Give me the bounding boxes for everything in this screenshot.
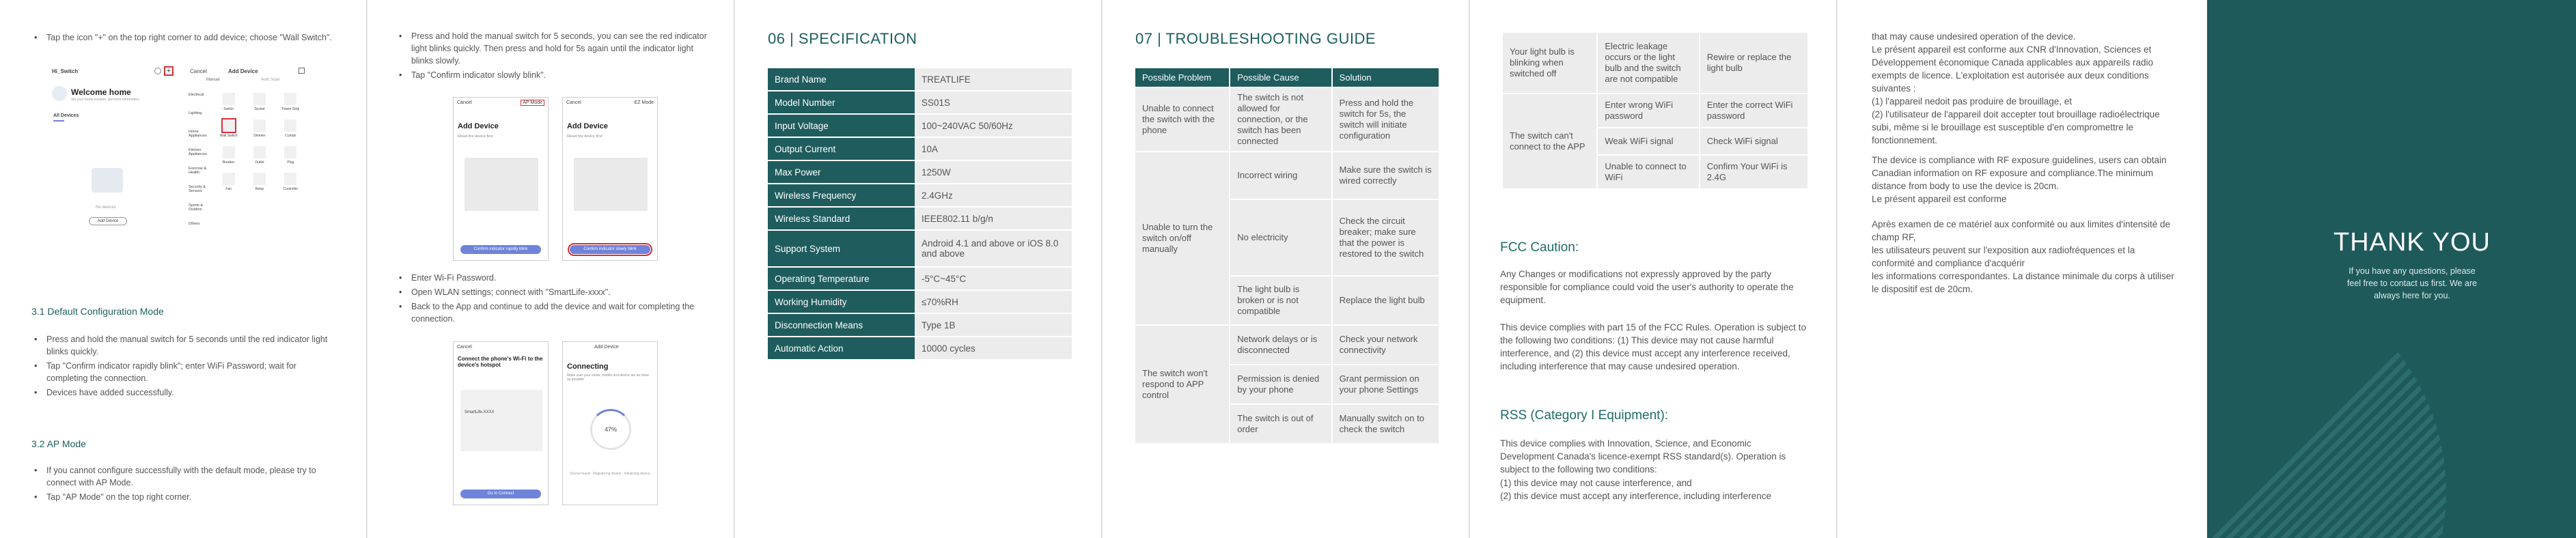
spec-value: Android 4.1 and above or iOS 8.0 and above — [915, 231, 1072, 266]
device-tile-wall-switch[interactable] — [213, 119, 244, 138]
cause-cell: Permission is denied by your phone — [1230, 365, 1331, 404]
spec-row — [768, 314, 1072, 336]
device-name: Curtain — [285, 134, 296, 138]
solution-cell: Press and hold the switch for 5s, the switch will initiate configuration — [1332, 87, 1439, 152]
reset-text: Reset the device first — [458, 134, 493, 139]
device-name: Power Strip — [281, 107, 300, 111]
thank-you-title: THANK YOU — [2333, 228, 2491, 257]
hotspot-title: Connect the phone's Wi-Fi to the device's hotspot — [458, 356, 543, 368]
cause-cell: Incorrect wiring — [1230, 152, 1331, 199]
tab-underline — [53, 120, 64, 122]
bullet-item: • Devices have added successfully. — [31, 386, 332, 399]
app-screenshot-ap-mode — [453, 97, 549, 261]
bullet-list — [396, 272, 710, 327]
app-screenshot-ez-mode — [562, 97, 658, 261]
fcc-paragraph: Any Changes or modifications not expressly approved by the party responsible for compliance could void the user's authority to operate the equipment. — [1500, 269, 1794, 305]
rss-paragraph: This device complies with Innovation, Science, and Economic Development Canada's licence-exempt RSS standard(s). Operation is subject to the following two conditions: — [1500, 438, 1786, 475]
device-tile[interactable] — [244, 146, 275, 165]
device-thumb — [253, 93, 266, 105]
app-screenshot-hotspot — [453, 341, 549, 505]
spec-label: Output Current — [768, 138, 915, 160]
bullet-list — [31, 464, 332, 505]
cancel-link[interactable]: Cancel — [566, 100, 581, 105]
app-screenshot-connecting — [562, 341, 658, 505]
bullet-item: • Tap the icon "+" on the top right corner to add device; choose "Wall Switch". — [31, 31, 332, 44]
rss-heading: RSS (Category I Equipment): — [1500, 408, 1669, 423]
device-illustration — [574, 158, 648, 211]
spec-label: Max Power — [768, 161, 915, 183]
spec-value: 100~240VAC 50/60Hz — [915, 115, 1072, 137]
device-thumb — [284, 173, 296, 185]
solution-cell: Check the circuit breaker; make sure that the power is restored to the switch — [1332, 199, 1439, 276]
spec-value: 10A — [915, 138, 1072, 160]
add-device-title: Add Device — [594, 345, 619, 350]
device-tile[interactable] — [244, 93, 275, 111]
fcc-paragraph: This device complies with part 15 of the FCC Rules. Operation is subject to the following two conditions: (1) This device may not cause harmful interference, and (2) this device must accept any interference received, including interference that may cause undesired operation. — [1500, 322, 1806, 371]
welcome-title: Welcome home — [71, 87, 131, 97]
regulatory-paragraph: les utilisateurs peuvent sur l'exposition aux radiofréquences et la conformité and compliance d'acquérir — [1872, 245, 2135, 268]
cause-cell: The switch is out of order — [1230, 404, 1331, 444]
bullet-item: • Tap "AP Mode" on the top right corner. — [31, 491, 332, 503]
bullet-item: • If you cannot configure successfully with the default mode, please try to connect with AP Mode. — [31, 464, 332, 489]
spec-value: -5°C~45°C — [915, 268, 1072, 289]
table-row — [1502, 94, 1808, 128]
problem-cell: The switch won't respond to APP control — [1135, 325, 1230, 444]
spec-table — [768, 67, 1072, 360]
progress-ring: 47% — [590, 409, 631, 450]
troubleshooting-title: 07 | TROUBLESHOOTING GUIDE — [1135, 30, 1376, 47]
spec-row — [768, 138, 1072, 160]
spec-value: SS01S — [915, 91, 1072, 113]
table-row — [1135, 325, 1439, 365]
spec-value: 1250W — [915, 161, 1072, 183]
connecting-steps: Device found · Registering device · Initializing device — [570, 472, 650, 476]
confirm-slow-blink-button[interactable]: Confirm indicator slowly blink — [570, 245, 650, 254]
connecting-subtitle: Make sure your router, mobile and device are as close as possible — [567, 373, 650, 382]
device-tile[interactable] — [244, 119, 275, 138]
cancel-link[interactable]: Cancel — [190, 68, 207, 74]
cancel-link[interactable]: Cancel — [457, 100, 472, 105]
regulatory-paragraph: Le présent appareil est conforme aux CNR d'Innovation, Sciences et Développement économique Canada applicables aux appareils radio exempts de licence. L'exploitation est autorisée aux deux conditions suivantes : — [1872, 44, 2154, 94]
spec-row — [768, 337, 1072, 359]
ez-mode-link[interactable]: EZ Mode — [634, 100, 654, 105]
page-panel-6 — [1838, 0, 2206, 538]
reset-text: Reset the device first — [567, 134, 603, 139]
device-name: Switch — [223, 107, 234, 111]
device-name: Plug — [287, 160, 294, 165]
column-header: Possible Cause — [1230, 68, 1331, 87]
section-heading-3-1: 3.1 Default Configuration Mode — [31, 306, 164, 317]
all-devices-tab[interactable]: All Devices — [53, 113, 79, 118]
spec-row — [768, 208, 1072, 229]
spec-value: ≤70%RH — [915, 291, 1072, 313]
device-thumb — [253, 146, 266, 158]
bullet-list — [396, 30, 710, 83]
spec-row — [768, 161, 1072, 183]
troubleshooting-table — [1134, 67, 1440, 444]
spec-label: Wireless Frequency — [768, 184, 915, 206]
spec-label: Wireless Standard — [768, 208, 915, 229]
cause-cell: Enter wrong WiFi password — [1597, 94, 1699, 128]
regulatory-paragraph: The device is compliance with RF exposure guidelines, users can obtain Canadian information on RF exposure and compliance.The minimum distance from body to use the device is 20cm. — [1872, 155, 2167, 191]
device-tile[interactable] — [213, 146, 244, 165]
section-heading-3-2: 3.2 AP Mode — [31, 438, 86, 449]
add-device-title: Add Device — [228, 68, 258, 74]
spec-row — [768, 115, 1072, 137]
solution-cell: Check your network connectivity — [1332, 325, 1439, 365]
confirm-rapid-blink-button[interactable]: Confirm indicator rapidly blink — [460, 245, 541, 254]
fcc-caution-heading: FCC Caution: — [1500, 240, 1579, 255]
spec-value: 2.4GHz — [915, 184, 1072, 206]
wlan-settings-illustration — [460, 390, 542, 451]
problem-cell: Unable to connect the switch with the phone — [1135, 87, 1230, 152]
bullet-item: • Tap "Confirm indicator slowly blink". — [396, 69, 710, 81]
spec-row — [768, 231, 1072, 266]
bullet-item: • Tap "Confirm indicator rapidly blink"; enter WiFi Password; wait for completing the connection. — [31, 360, 332, 384]
cancel-link[interactable]: Cancel — [457, 345, 472, 350]
device-thumb — [284, 119, 296, 132]
category-item[interactable]: Home Appliances — [189, 130, 207, 138]
solution-cell: Check WiFi signal — [1700, 128, 1808, 155]
problem-cell: The switch can't connect to the APP — [1502, 94, 1597, 189]
device-thumb — [223, 119, 235, 132]
bullet-item: • Back to the App and continue to add the device and wait for completing the connection. — [396, 300, 710, 325]
ssid-label: SmartLife-XXXX — [465, 410, 495, 414]
regulatory-text-block — [1872, 30, 2176, 296]
cause-cell: Network delays or is disconnected — [1230, 325, 1331, 365]
device-thumb — [223, 93, 235, 105]
category-item[interactable]: Sports & Outdoor — [189, 203, 204, 212]
solution-cell: Enter the correct WiFi password — [1700, 94, 1808, 128]
solution-cell: Manually switch on to check the switch — [1332, 404, 1439, 444]
device-tile[interactable] — [275, 93, 306, 111]
ap-mode-link[interactable]: AP Mode — [521, 100, 544, 106]
device-name: Fan — [225, 187, 232, 191]
device-thumb — [223, 173, 235, 185]
table-row — [1135, 152, 1439, 199]
category-item[interactable]: Kitchen Appliances — [189, 148, 207, 156]
spec-label: Brand Name — [768, 68, 915, 90]
device-name: Controller — [283, 187, 299, 191]
solution-cell: Replace the light bulb — [1332, 276, 1439, 325]
spec-label: Support System — [768, 231, 915, 266]
no-devices-text: No devices — [96, 206, 116, 210]
category-item[interactable]: Others — [189, 222, 200, 226]
cause-cell: Weak WiFi signal — [1597, 128, 1699, 155]
specification-title: 06 | SPECIFICATION — [768, 30, 917, 47]
device-name: Dimmer — [253, 134, 266, 138]
voice-icon[interactable] — [154, 68, 161, 74]
spec-value: TREATLIFE — [915, 68, 1072, 90]
thank-you-message: If you have any questions, please feel free to contact us first. We are always here for you. — [2346, 266, 2478, 300]
solution-cell: Grant permission on your phone Settings — [1332, 365, 1439, 404]
solution-cell: Make sure the switch is wired correctly — [1332, 152, 1439, 199]
category-item[interactable]: Electrical — [189, 93, 204, 97]
troubleshooting-table-continued — [1501, 31, 1809, 190]
column-header: Solution — [1332, 68, 1439, 87]
category-item[interactable]: Lighting — [189, 111, 202, 115]
solution-cell: Rewire or replace the light bulb — [1700, 32, 1808, 94]
app-screenshot-home — [48, 66, 176, 257]
spec-row — [768, 184, 1072, 206]
spec-label: Automatic Action — [768, 337, 915, 359]
device-tile[interactable] — [213, 93, 244, 111]
rss-condition: (1) this device may not cause interference, and — [1500, 478, 1692, 488]
regulatory-paragraph: that may cause undesired operation of the device. — [1872, 31, 2076, 42]
cause-cell: The light bulb is broken or is not compatible — [1230, 276, 1331, 325]
auto-scan-tab[interactable]: Auto Scan — [261, 78, 280, 82]
device-name: Wall Switch — [219, 134, 238, 138]
category-item[interactable]: Exercise & Health — [189, 167, 207, 175]
page-panel-4 — [1103, 0, 1469, 538]
rss-condition: (2) this device must accept any interference, including interference — [1500, 491, 1771, 501]
cause-cell: The switch is not allowed for connection, or the switch has been connected — [1230, 87, 1331, 152]
page-panel-1 — [0, 0, 367, 538]
bullet-item: • Enter Wi-Fi Password. — [396, 272, 710, 284]
regulatory-paragraph: Après examen de ce matériel aux conformité ou aux limites d'intensité de champ RF, — [1872, 219, 2171, 242]
bullet-item: • Open WLAN settings; connect with "SmartLife-xxxx". — [396, 286, 710, 298]
device-name: Outlet — [255, 160, 264, 165]
empty-devices-illustration — [92, 168, 123, 193]
home-avatar — [52, 86, 67, 101]
page-panel-2 — [368, 0, 734, 538]
bullet-list — [31, 333, 332, 401]
regulatory-paragraph: Le présent appareil est conforme — [1872, 194, 2007, 204]
bullet-item: • Press and hold the manual switch for 5 seconds, you can see the red indicator light blinks quickly. Then press and hold for 5s again until the indicator light blinks slowly. — [396, 30, 710, 67]
cause-cell: Unable to connect to WiFi — [1597, 155, 1699, 189]
regulatory-paragraph: (1) l'appareil nedoit pas produire de brouillage, et — [1872, 96, 2073, 107]
solution-cell: Confirm Your WiFi is 2.4G — [1700, 155, 1808, 189]
device-illustration — [465, 158, 538, 211]
spec-value: Type 1B — [915, 314, 1072, 336]
manual-tab[interactable]: Manual — [206, 78, 220, 82]
cause-cell: Electric leakage occurs or the light bulb and the switch are not compatible — [1597, 32, 1699, 94]
device-thumb — [284, 146, 296, 158]
device-thumb — [223, 146, 235, 158]
app-screenshot-add-device — [186, 66, 309, 257]
add-plus-icon[interactable]: + — [164, 66, 174, 76]
page-panel-7-back-cover — [2207, 0, 2576, 538]
spec-label: Working Humidity — [768, 291, 915, 313]
device-tile[interactable] — [275, 146, 306, 165]
spec-row — [768, 291, 1072, 313]
bullet-item: • Press and hold the manual switch for 5 seconds until the red indicator light blinks quickly. — [31, 333, 332, 358]
spec-value: 10000 cycles — [915, 337, 1072, 359]
spec-label: Model Number — [768, 91, 915, 113]
device-grid — [213, 93, 306, 191]
device-thumb — [253, 173, 266, 185]
category-sidebar — [189, 93, 209, 240]
home-title: Hi_Switch — [52, 68, 79, 74]
spec-row — [768, 268, 1072, 289]
problem-cell: Your light bulb is blinking when switched off — [1502, 32, 1597, 94]
device-tile[interactable] — [213, 173, 244, 191]
go-to-connect-button[interactable]: Go to Connect — [460, 490, 541, 498]
device-thumb — [253, 119, 266, 132]
page-panel-3 — [735, 0, 1102, 538]
connecting-heading: Connecting — [567, 363, 609, 371]
device-tile[interactable] — [275, 173, 306, 191]
device-name: Relay — [255, 187, 264, 191]
welcome-subtitle: Set your home location, get more information — [71, 98, 139, 102]
problem-cell: Unable to turn the switch on/off manually — [1135, 152, 1230, 325]
spec-row — [768, 91, 1072, 113]
add-device-button[interactable]: Add Device — [89, 217, 127, 225]
spec-value: IEEE802.11 b/g/n — [915, 208, 1072, 229]
spec-label: Disconnection Means — [768, 314, 915, 336]
page-panel-5 — [1470, 0, 1837, 538]
scan-icon[interactable] — [299, 68, 305, 74]
device-tile[interactable] — [244, 173, 275, 191]
add-device-title: Add Device — [458, 122, 499, 130]
device-name: Breaker — [222, 160, 235, 165]
bullet-list — [31, 31, 332, 46]
table-row — [1502, 32, 1808, 94]
cause-cell: No electricity — [1230, 199, 1331, 276]
column-header: Possible Problem — [1135, 68, 1230, 87]
category-item[interactable]: Security & Sensors — [189, 185, 206, 193]
regulatory-paragraph: (2) l'utilisateur de l'appareil doit accepter tout brouillage radioélectrique subi, même si le brouillage est susceptible d'en compromettre le fonctionnement. — [1872, 109, 2160, 145]
device-name: Socket — [254, 107, 265, 111]
spec-row — [768, 68, 1072, 90]
regulatory-paragraph: les informations correspondantes. La distance minimale du corps à utiliser le dispositif est de 20cm. — [1872, 271, 2174, 294]
device-thumb — [284, 93, 296, 105]
table-row — [1135, 87, 1439, 152]
spec-label: Operating Temperature — [768, 268, 915, 289]
device-tile[interactable] — [275, 119, 306, 138]
add-device-title: Add Device — [567, 122, 608, 130]
table-header-row — [1135, 68, 1439, 87]
spec-label: Input Voltage — [768, 115, 915, 137]
